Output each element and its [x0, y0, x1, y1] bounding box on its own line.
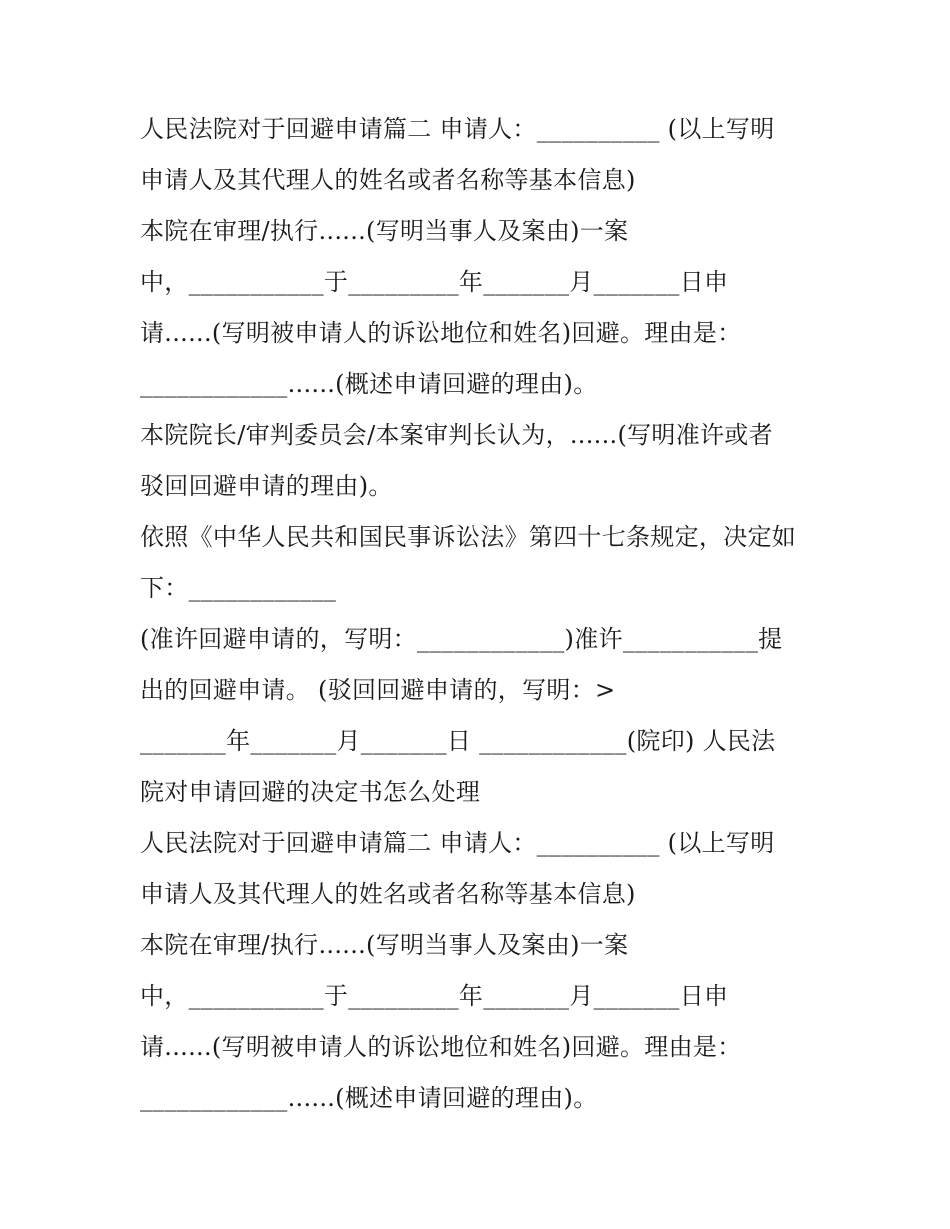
text-line: 本院在审理/执行......(写明当事人及案由)一案 — [140, 217, 629, 245]
text-line: 请......(写明被申请人的诉讼地位和姓名)回避。理由是： — [140, 319, 742, 347]
text-line: 依照《中华人民共和国民事诉讼法》第四十七条规定，决定如 — [140, 523, 797, 551]
document-body — [140, 104, 840, 1124]
text-line: 请......(写明被申请人的诉讼地位和姓名)回避。理由是： — [140, 1033, 742, 1061]
text-line: 申请人及其代理人的姓名或者名称等基本信息) — [140, 166, 636, 194]
text-line: 出的回避申请。 (驳回回避申请的，写明：> — [140, 676, 616, 704]
text-line: 本院院长/审判委员会/本案审判长认为，......(写明准许或者 — [140, 421, 773, 449]
text-line: 中，___________于_________年_______月_______日申 — [140, 268, 729, 296]
text-line: 中，___________于_________年_______月_______日申 — [140, 982, 729, 1010]
text-line: _______年_______月_______日 ____________(院印) 人民法 — [140, 727, 776, 755]
text-line: ____________......(概述申请回避的理由)。 — [140, 1084, 598, 1112]
text-line: 人民法院对于回避申请篇二 申请人：__________ (以上写明 — [140, 115, 775, 143]
text-line: 人民法院对于回避申请篇二 申请人：__________ (以上写明 — [140, 829, 775, 857]
text-line: (准许回避申请的，写明：____________)准许___________提 — [140, 625, 783, 653]
text-line: 下：____________ — [140, 574, 337, 602]
text-line: ____________......(概述申请回避的理由)。 — [140, 370, 598, 398]
text-line: 申请人及其代理人的姓名或者名称等基本信息) — [140, 880, 636, 908]
text-line: 驳回回避申请的理由)。 — [140, 472, 393, 500]
text-line: 院对申请回避的决定书怎么处理 — [140, 778, 481, 806]
text-line: 本院在审理/执行......(写明当事人及案由)一案 — [140, 931, 629, 959]
